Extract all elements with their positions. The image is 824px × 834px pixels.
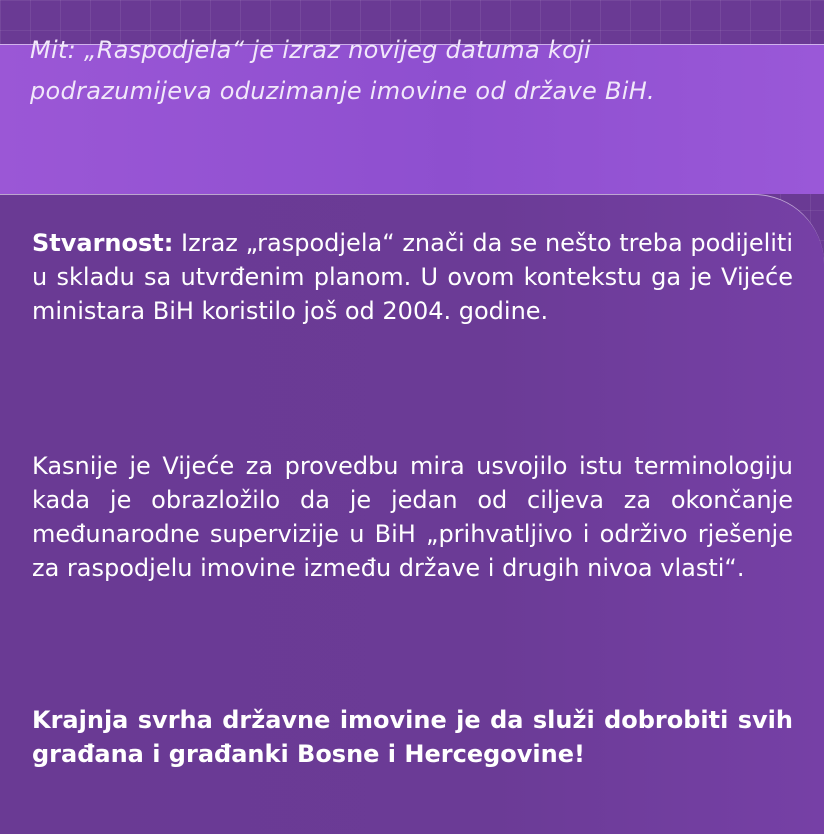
myth-statement — [30, 30, 810, 112]
reality-text: Izraz „raspodjela“ znači da se nešto treba podijeliti u skladu sa utvrđenim planom. U ovom kontekstu ga je Vijeće ministara BiH koristilo još od 2004. godine. — [32, 229, 793, 325]
reality-paragraph — [32, 226, 793, 328]
later-paragraph: Kasnije je Vijeće za provedbu mira usvojilo istu terminologiju kada je obrazložilo da je jedan od ciljeva za okončanje međunarodne supervizije u BiH „prihvatljivo i održivo rješenje za raspodjelu imovine između države i drugih nivoa vlasti“. — [32, 452, 793, 582]
reality-label: Stvarnost: — [32, 229, 174, 257]
myth-line-1: Mit: „Raspodjela“ je izraz novijeg datuma koji — [30, 36, 592, 64]
closing-statement: Krajnja svrha državne imovine je da služi dobrobiti svih građana i građanki Bosne i Hercegovine! — [32, 706, 793, 768]
myth-line-2: podrazumijeva oduzimanje imovine od države BiH. — [30, 77, 655, 105]
